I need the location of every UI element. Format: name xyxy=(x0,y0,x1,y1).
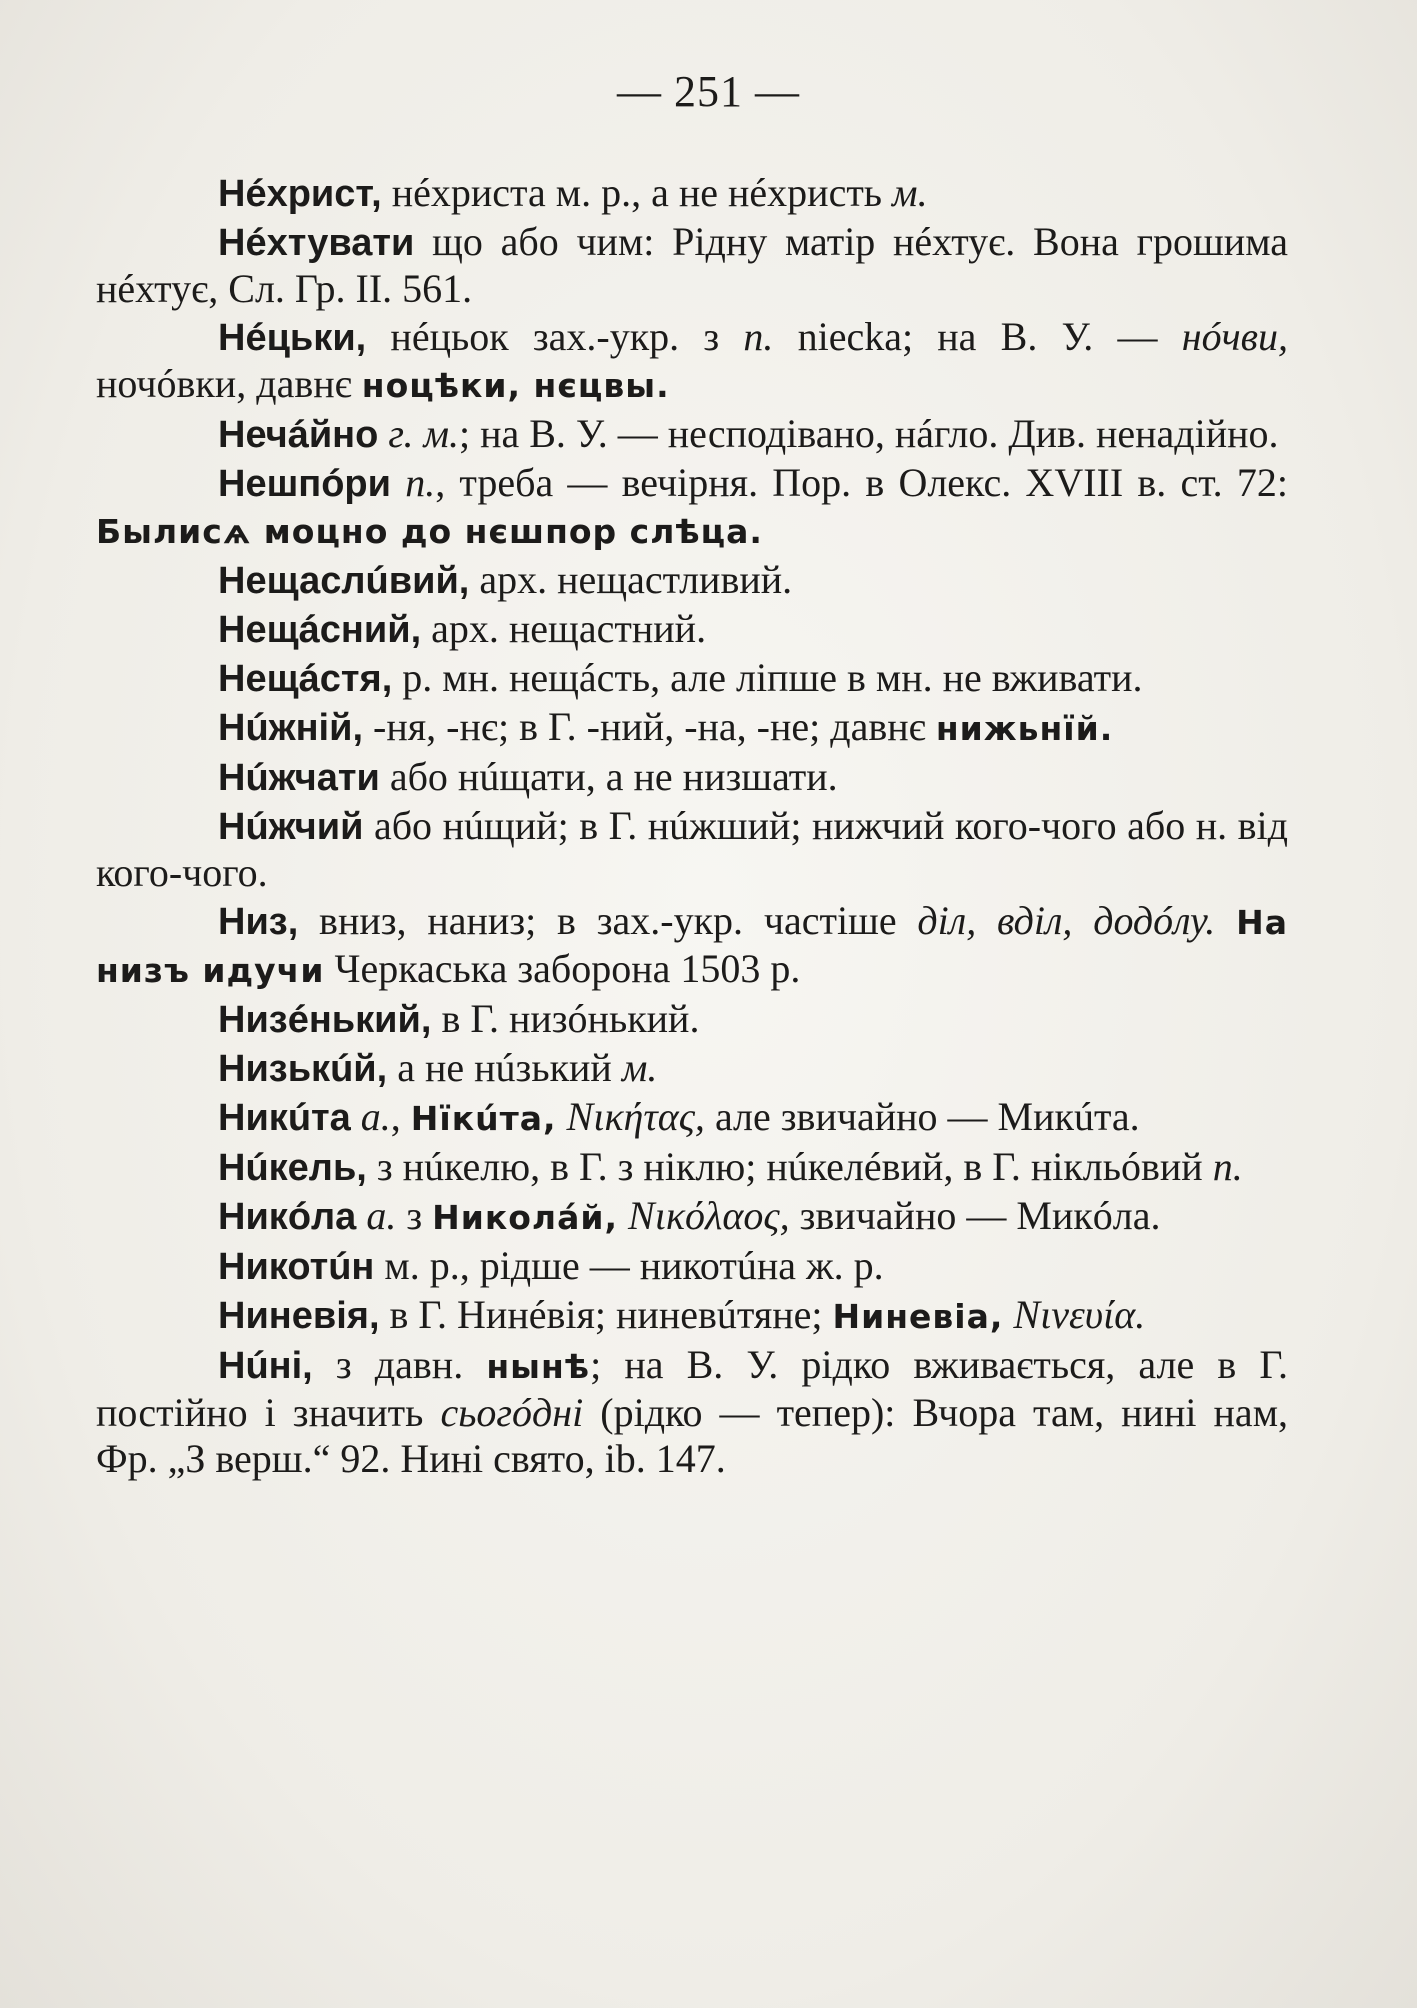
old-script-quote: нижьнїй. xyxy=(935,709,1114,748)
entry-text xyxy=(557,1094,567,1139)
old-script-quote: Былисѧ моцно до нєшпор слѣца. xyxy=(96,512,763,551)
entry-text xyxy=(618,1193,628,1238)
greek-form: Νινευία. xyxy=(1013,1292,1146,1337)
greek-form: Νικόλαος, xyxy=(628,1193,790,1238)
dictionary-entry xyxy=(96,1094,1288,1142)
dictionary-entry xyxy=(96,898,1288,994)
dictionary-entry xyxy=(96,219,1288,312)
entry-text xyxy=(378,411,388,456)
dictionary-entry xyxy=(96,1144,1288,1191)
dictionary-entry xyxy=(96,557,1288,604)
entry-headword: Нúні, xyxy=(218,1345,313,1387)
entry-text: (рідко — тепер): Вчора там, нині нам, Фр. „З верш.“ 92. Нині свято, ib. 147. xyxy=(96,1390,1289,1481)
page-number: — 251 — xyxy=(617,67,800,116)
entry-text: вниз, наниз; в зах.-укр. частіше xyxy=(298,898,918,943)
entry-headword: Никотúн xyxy=(218,1246,375,1288)
entry-text: що або чим: Рідну матір нéхтує. Вона грошима нéхтує, Сл. Гр. II. 561. xyxy=(96,219,1288,311)
entry-headword: Нúжчий xyxy=(218,806,364,848)
italic-note: а. xyxy=(360,1094,391,1139)
entry-headword: Ниневія, xyxy=(218,1295,380,1337)
entry-text: ; на В. У. рідко вживається, але в Г. постійно і значить xyxy=(96,1342,1289,1435)
entry-text xyxy=(1003,1292,1013,1337)
italic-note: г. м. xyxy=(388,411,459,456)
entry-text: з нúкелю, в Г. з ніклю; нúкелéвий, в Г. нікльóвий xyxy=(366,1144,1213,1189)
entry-headword: Нещаслúвий, xyxy=(218,560,470,602)
entry-text: арх. нещастливий. xyxy=(469,557,793,602)
old-script-quote: На низъ идучи xyxy=(96,903,1288,990)
entry-text: в Г. Нинéвія; ниневúтяне; xyxy=(379,1292,833,1337)
entry-text: з давн. xyxy=(312,1342,487,1387)
dictionary-entry xyxy=(96,1292,1288,1340)
old-script-quote: Нїкúта, xyxy=(410,1099,557,1138)
dictionary-entry xyxy=(96,704,1288,752)
italic-note: п. xyxy=(743,314,774,359)
dictionary-entry xyxy=(96,411,1288,458)
entry-text: в Г. низóнький. xyxy=(431,996,700,1041)
entry-text: або нúщати, а не низшати. xyxy=(379,754,838,799)
dictionary-entry xyxy=(96,314,1288,409)
italic-note: діл, вділ, додóлу. xyxy=(917,898,1216,943)
old-script-quote: Николáй, xyxy=(432,1198,619,1237)
entry-text: Черкаська заборона 1503 р. xyxy=(324,946,801,991)
entry-text xyxy=(351,1094,361,1139)
italic-note: п. xyxy=(1212,1144,1243,1189)
dictionary-entry xyxy=(96,754,1288,801)
dictionary-entry xyxy=(96,655,1288,702)
entry-headword: Нéхрист, xyxy=(218,173,382,215)
old-script-quote: Ниневіа, xyxy=(832,1297,1004,1336)
italic-note: сьогóдні xyxy=(440,1390,584,1435)
entry-headword: Никúта xyxy=(218,1097,351,1139)
entry-text: арх. нещастний. xyxy=(421,606,707,651)
entry-text: niecka; на В. У. — xyxy=(773,314,1182,359)
entry-text: з xyxy=(396,1193,433,1238)
entry-headword: Нешпóри xyxy=(218,463,391,505)
entry-text: ночóвки, давнє xyxy=(96,361,362,406)
dictionary-entry xyxy=(96,996,1288,1043)
italic-note: а. xyxy=(366,1193,397,1238)
old-script-quote: нынѣ xyxy=(486,1347,591,1386)
entry-headword: Нещáстя, xyxy=(218,658,393,700)
entry-text xyxy=(356,1193,366,1238)
entry-headword: Нещáсний, xyxy=(218,609,422,651)
entry-text: ; на В. У. — несподівано, нáгло. Див. ненадійно. xyxy=(458,411,1279,456)
entry-headword: Нéхтувати xyxy=(218,222,415,264)
entry-headword: Нúкель, xyxy=(218,1147,367,1189)
entry-text xyxy=(1215,898,1236,943)
entry-text: -ня, -нє; в Г. -ний, -на, -не; давнє xyxy=(363,704,936,749)
entry-headword: Нечáйно xyxy=(218,414,379,456)
entry-text xyxy=(391,460,405,505)
dictionary-entry xyxy=(96,803,1288,896)
entry-text: звичайно — Микóла. xyxy=(789,1193,1161,1238)
entry-headword: Никóла xyxy=(218,1196,357,1238)
entries-list xyxy=(96,170,1288,1484)
dictionary-entry xyxy=(96,606,1288,653)
dictionary-entry xyxy=(96,1342,1288,1482)
entry-headword: Низéнький, xyxy=(218,999,432,1041)
entry-headword: Нúжчати xyxy=(218,757,380,799)
dictionary-entry xyxy=(96,460,1288,555)
entry-text: м. р., рідше — никотúна ж. р. xyxy=(374,1243,884,1288)
entry-text: а не нúзький xyxy=(387,1045,622,1090)
italic-note: п. xyxy=(405,460,436,505)
entry-text: р. мн. нещáсть, але ліпше в мн. не вживати. xyxy=(392,655,1143,700)
entry-text: але звичайно — Микúта. xyxy=(704,1094,1140,1139)
entry-text: або нúщий; в Г. нúжший; нижчий кого-чого або н. від кого-чого. xyxy=(96,803,1288,895)
italic-note: м. xyxy=(621,1045,658,1090)
italic-note: м. xyxy=(892,170,928,215)
dictionary-entry xyxy=(96,1243,1288,1290)
entry-headword: Низ, xyxy=(218,901,299,943)
dictionary-entry xyxy=(96,1193,1288,1241)
entry-text: , xyxy=(390,1094,411,1139)
greek-form: Νικήτας, xyxy=(566,1094,705,1139)
entry-text: нéцьок зах.-укр. з xyxy=(366,314,744,359)
entry-text: нéхриста м. р., а не нéхристь xyxy=(381,170,893,215)
dictionary-entry xyxy=(96,1045,1288,1092)
old-script-quote: ноцѣки, нєцвы. xyxy=(361,366,670,405)
italic-note: нóчви, xyxy=(1181,314,1289,359)
entry-headword: Нúжній, xyxy=(218,707,364,749)
entry-headword: Низькúй, xyxy=(218,1048,388,1090)
dictionary-entry xyxy=(96,170,1288,217)
entry-text: , треба — вечірня. Пор. в Олекс. XVIII в. ст. 72: xyxy=(435,460,1288,505)
entry-headword: Нéцьки, xyxy=(218,317,367,359)
